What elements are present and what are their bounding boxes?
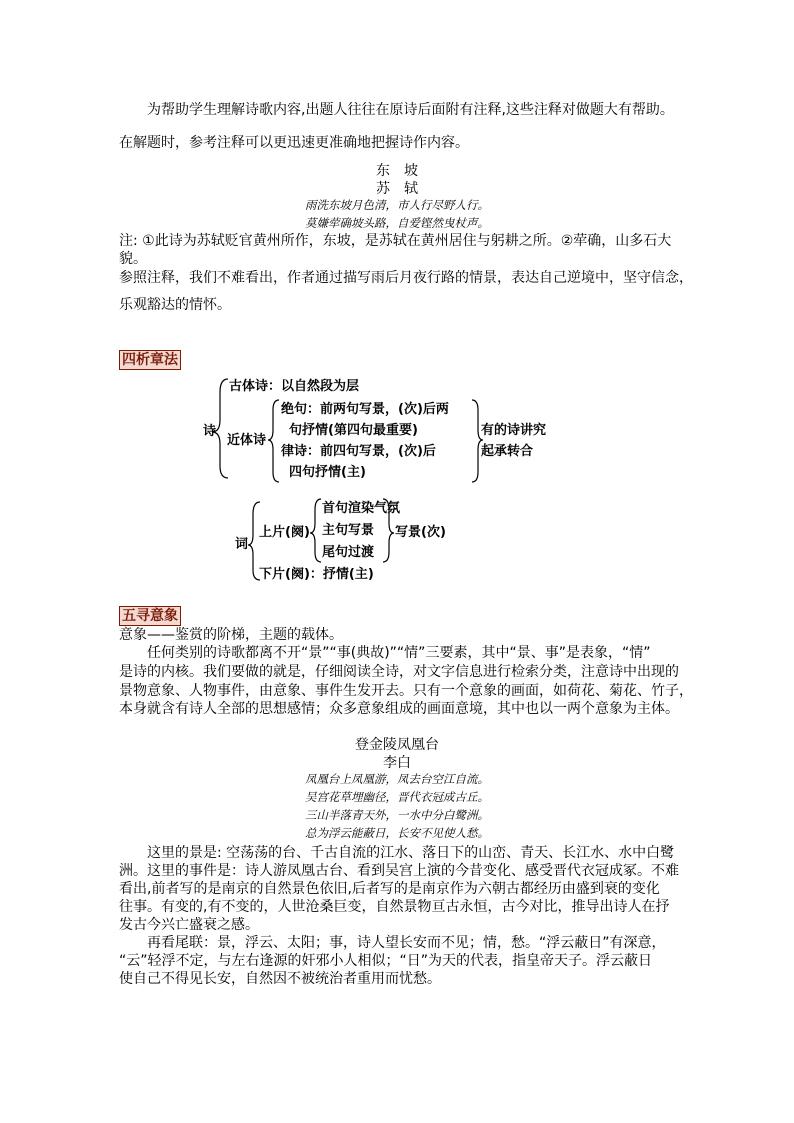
- shangpian-label: 上片(阕): [259, 525, 310, 540]
- intro-line-2: 在解题时，参考注释可以更迅速更准确地把握诗作内容。: [119, 135, 469, 151]
- section4-heading: 四析章法: [119, 350, 181, 370]
- note-line-4: 乐观豁达的情怀。: [119, 297, 231, 313]
- poem2-line-4: 总为浮云能蔽日，长安不见使人愁。: [305, 826, 489, 840]
- analysis-para1-line-5: 发古今兴亡盛衰之感。: [119, 917, 259, 933]
- section5-para-line-2: 是诗的内核。我们要做的就是，仔细阅读全诗，对文字信息进行检索分类，注意诗中出现的: [119, 664, 679, 680]
- xiapian-label: 下片(阕)：抒情(主): [259, 567, 374, 582]
- intro-line-1: 为帮助学生理解诗歌内容,出题人往往在原诗后面附有注释,这些注释对做题大有帮助。: [147, 102, 674, 118]
- analysis-para2-line-3: 使自己不得见长安，自然因不被统治者重用而忧愁。: [119, 971, 441, 987]
- analysis-para2-line-1: 再看尾联：景，浮云、太阳；事，诗人望长安而不见；情，愁。“浮云蔽日”有深意，: [119, 935, 666, 951]
- poem2-line-1: 凤凰台上凤凰游，凤去台空江自流。: [305, 772, 489, 786]
- jueju-line-2: 句抒情(第四句最重要): [289, 423, 418, 438]
- qichengzhuanhe-note-2: 起承转合: [481, 444, 534, 459]
- xiejing-label: 写景(次): [395, 525, 446, 540]
- analysis-para1-line-4: 往事。有变的,有不变的，人世沧桑巨变，自然景物亘古永恒，古今对比，推导出诗人在抒: [119, 899, 670, 915]
- note-line-2: 貌。: [119, 251, 147, 267]
- analysis-para1-line-3: 看出,前者写的是南京的自然景色依旧,后者写的是南京作为六朝古都经历由盛到衰的变化: [119, 881, 660, 897]
- shangpian-item-3: 尾句过渡: [322, 545, 375, 560]
- note-line-1: 注: ①此诗为苏轼贬官黄州所作，东坡，是苏轼在黄州居住与躬耕之所。②荦确，山多石大: [119, 233, 672, 249]
- note-line-3: 参照注释，我们不难看出，作者通过描写雨后月夜行路的情景，表达自己逆境中，坚守信念，: [119, 270, 693, 286]
- section5-intro: 意象——鉴赏的阶梯，主题的载体。: [119, 627, 343, 643]
- analysis-para2-line-2: “云”轻浮不定，与左右逢源的奸邪小人相似；“日”为天的代表，指皇帝天子。浮云蔽日: [119, 953, 653, 969]
- shangpian-item-2: 主句写景: [322, 523, 375, 538]
- shangpian-item-1: 首句渲染气氛: [322, 501, 401, 516]
- poem1-line-1: 雨洗东坡月色清，市人行尽野人行。: [305, 198, 489, 212]
- poem1-title: 东 坡: [376, 163, 418, 179]
- section5-para-line-4: 本身就含有诗人全部的思想感情；众多意象组成的画面意境，其中也以一两个意象为主体。: [119, 701, 679, 717]
- shi-root-label: 诗: [203, 424, 217, 439]
- lvshi-line-1: 律诗：前四句写景，(次)后: [281, 444, 436, 459]
- section5-para-line-3: 景物意象、人物事件，由意象、事件生发开去。只有一个意象的画面，如荷花、菊花、竹子，: [119, 683, 693, 699]
- section5-para-line-1: 任何类别的诗歌都离不开“景”“事(典故)”“情”三要素，其中“景、事”是表象，“情”: [119, 645, 651, 661]
- poem1-author: 苏 轼: [376, 181, 418, 197]
- poem2-author: 李白: [383, 755, 411, 771]
- analysis-para1-line-1: 这里的景是: 空荡荡的台、千古自流的江水、落日下的山峦、青天、长江水、水中白鹭: [119, 845, 675, 861]
- poem1-line-2: 莫嫌荦确坡头路，自爱铿然曳杖声。: [305, 216, 489, 230]
- qichengzhuanhe-note-1: 有的诗讲究: [481, 423, 547, 438]
- poem2-title: 登金陵凤凰台: [355, 737, 439, 753]
- analysis-para1-line-2: 洲。这里的事件是：诗人游凤凰古台、看到吴宫上演的今昔变化、感受晋代衣冠成冢。不难: [119, 863, 679, 879]
- lvshi-line-2: 四句抒情(主): [289, 465, 366, 480]
- jueju-line-1: 绝句：前两句写景，(次)后两: [281, 402, 449, 417]
- guti-shi-label: 古体诗：以自然段为层: [229, 379, 360, 394]
- poem2-line-3: 三山半落青天外，一水中分白鹭洲。: [305, 808, 489, 822]
- jinti-shi-label: 近体诗: [227, 433, 267, 448]
- poem2-line-2: 吴宫花草埋幽径，晋代衣冠成古丘。: [305, 790, 489, 804]
- section5-heading: 五寻意象: [119, 606, 181, 626]
- ci-root-label: 词: [235, 537, 249, 552]
